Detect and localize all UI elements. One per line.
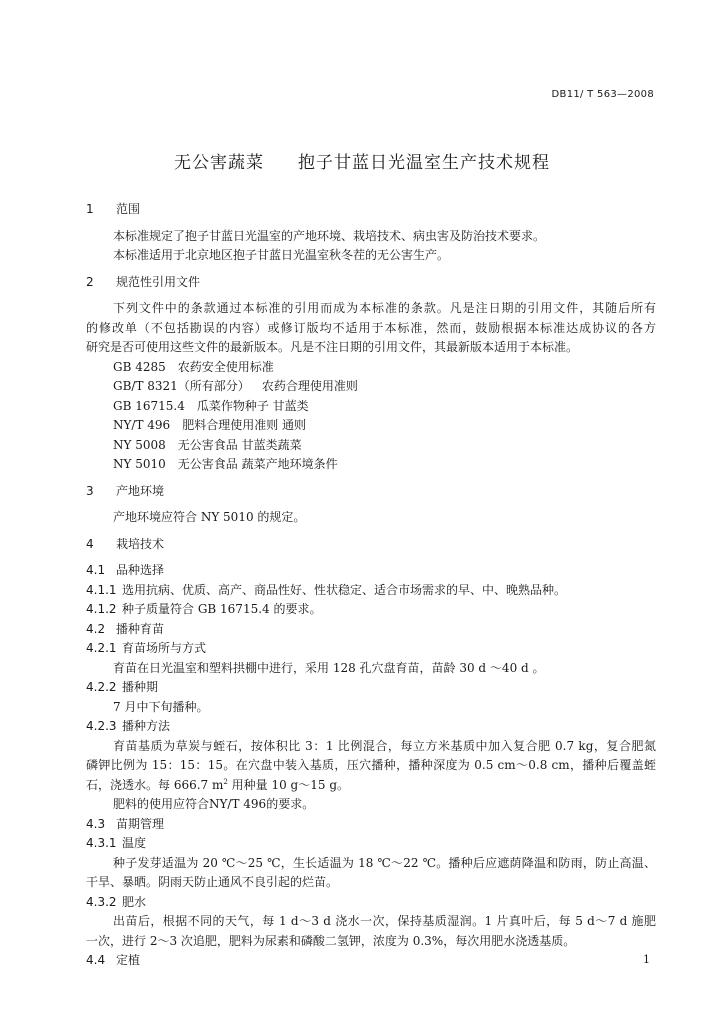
superscript: 2	[223, 777, 228, 786]
text-fragment: 用种量 10 g～15 g。	[227, 777, 350, 792]
section-heading-1	[86, 200, 656, 220]
clause-4-1-1	[86, 581, 656, 601]
reference-item	[86, 377, 656, 397]
section-title: 肥水	[122, 894, 147, 909]
subsection-heading-4-1	[86, 561, 656, 581]
document-title	[0, 148, 724, 173]
section-number: 4.3.1	[86, 836, 117, 850]
section-heading-4	[86, 535, 656, 555]
section-title: 栽培技术	[116, 536, 165, 551]
reference-item	[86, 397, 656, 417]
section-number: 4.2	[86, 621, 106, 636]
subsection-heading-4-2	[86, 620, 656, 640]
reference-item	[86, 358, 656, 378]
subsection-heading-4-3	[86, 815, 656, 835]
paragraph-line	[86, 776, 656, 796]
subsection-heading-4-2-2	[86, 678, 656, 698]
section-heading-3	[86, 482, 656, 502]
paragraph: 本标准规定了抱子甘蓝日光温室的产地环境、栽培技术、病虫害及防治技术要求。	[113, 228, 546, 243]
clause-text: 种子质量符合 GB 16715.4 的要求。	[122, 602, 322, 616]
subsection-heading-4-2-1	[86, 639, 656, 659]
subsection-heading-4-3-2	[86, 893, 656, 913]
section-title: 播种方法	[122, 719, 171, 733]
reference-code: NY 5008	[113, 437, 166, 452]
reference-code: NY 5010	[113, 457, 166, 471]
reference-name: 农药合理使用准则	[261, 379, 358, 393]
paragraph: 产地环境应符合 NY 5010 的规定。	[113, 510, 306, 524]
reference-item	[86, 416, 656, 436]
section-number: 4.3.2	[86, 894, 117, 909]
section-number: 4.1.2	[86, 602, 117, 616]
subsection-heading-4-4	[86, 951, 656, 971]
reference-item	[86, 455, 656, 475]
reference-code: NY/T 496	[113, 418, 171, 432]
paragraph: 本标准适用于北京地区抱子甘蓝日光温室秋冬茬的无公害生产。	[113, 248, 450, 262]
paragraph-line: 一次，进行 2～3 次追肥，肥料为尿素和磷酸二氢钾，浓度为 0.3%，每次用肥水浇透基质。	[86, 933, 576, 948]
section-title: 产地环境	[116, 483, 165, 498]
paragraph-line: 干旱、暴晒。阴雨天防止通风不良引起的烂苗。	[86, 875, 339, 889]
standard-code: DB11/ T 563—2008	[551, 89, 654, 100]
paragraph: 育苗在日光温室和塑料拱棚中进行，采用 128 孔穴盘育苗，苗龄 30 d ～40 d 。	[113, 660, 545, 675]
section-number: 4.1.1	[86, 582, 117, 597]
section-title: 播种育苗	[116, 621, 165, 636]
section-number: 4.4	[86, 953, 106, 967]
paragraph: 7 月中下旬播种。	[113, 699, 209, 714]
paragraph-line: 出苗后，根据不同的天气，每 1 d～3 d 浇水一次，保持基质湿润。1 片真叶后，每 5 d～7 d 施肥	[113, 914, 656, 928]
section-number: 3	[86, 483, 94, 498]
paragraph-line: 磷钾比例为 15：15：15。在穴盘中装入基质，压穴播种，播种深度为 0.5 cm～0.8 cm，播种后覆盖蛭	[86, 758, 656, 772]
subsection-heading-4-3-1	[86, 834, 656, 854]
section-title: 苗期管理	[116, 816, 165, 831]
section-title: 品种选择	[116, 563, 165, 577]
title-part-2: 抱子甘蓝日光温室生产技术规程	[298, 153, 550, 173]
reference-code: GB/T 8321（所有部分）	[113, 379, 250, 393]
section-number: 4.2.2	[86, 680, 117, 694]
section-number: 4.3	[86, 816, 106, 831]
reference-name: 无公害食品 蔬菜产地环境条件	[177, 457, 338, 471]
section-title: 播种期	[122, 680, 159, 694]
paragraph: 肥料的使用应符合NY/T 496的要求。	[113, 797, 315, 811]
clause-text: 选用抗病、优质、高产、商品性好、性状稳定、适合市场需求的早、中、晚熟品种。	[122, 582, 567, 597]
section-title: 定植	[116, 953, 141, 967]
section-number: 4.2.1	[86, 641, 117, 655]
section-title: 育苗场所与方式	[122, 641, 207, 655]
reference-code: GB 4285	[113, 359, 166, 374]
section-number: 4.2.3	[86, 719, 117, 733]
title-part-1: 无公害蔬菜	[174, 153, 264, 173]
section-title: 范围	[116, 202, 141, 216]
section-number: 1	[86, 202, 94, 216]
section-number: 2	[86, 274, 94, 289]
subsection-heading-4-2-3	[86, 717, 656, 737]
reference-name: 农药安全使用标准	[177, 359, 274, 374]
paragraph-line: 下列文件中的条款通过本标准的引用而成为本标准的条款。凡是注日期的引用文件，其随后所有	[113, 301, 656, 315]
reference-name: 无公害食品 甘蓝类蔬菜	[177, 437, 302, 452]
paragraph-line: 研究是否可使用这些文件的最新版本。凡是不注日期的引用文件，其最新版本适用于本标准。	[86, 340, 579, 354]
reference-name: 肥料合理使用准则 通则	[182, 418, 307, 432]
paragraph-line: 的修改单（不包括勘误的内容）或修订版均不适用于本标准，然而，鼓励根据本标准达成协议的各方	[86, 320, 656, 335]
reference-item	[86, 436, 656, 456]
section-number: 4.1	[86, 563, 106, 577]
reference-name: 瓜菜作物种子 甘蓝类	[196, 398, 309, 413]
section-title: 温度	[122, 836, 147, 850]
section-heading-2	[86, 273, 656, 293]
document-body	[86, 200, 656, 971]
text-fragment: 石，浇透水。每 666.7 m	[86, 777, 224, 792]
page-number: 1	[643, 953, 650, 966]
section-title: 规范性引用文件	[116, 274, 201, 289]
paragraph-line: 育苗基质为草炭与蛭石，按体积比 3：1 比例混合，每立方米基质中加入复合肥 0.7 kg，复合肥氮	[113, 738, 656, 753]
paragraph-line: 种子发芽适温为 20 ℃～25 ℃，生长适温为 18 ℃～22 ℃。播种后应遮荫降温和防雨，防止高温、	[113, 855, 656, 870]
reference-code: GB 16715.4	[113, 398, 185, 413]
section-number: 4	[86, 536, 94, 551]
clause-4-1-2	[86, 600, 656, 620]
